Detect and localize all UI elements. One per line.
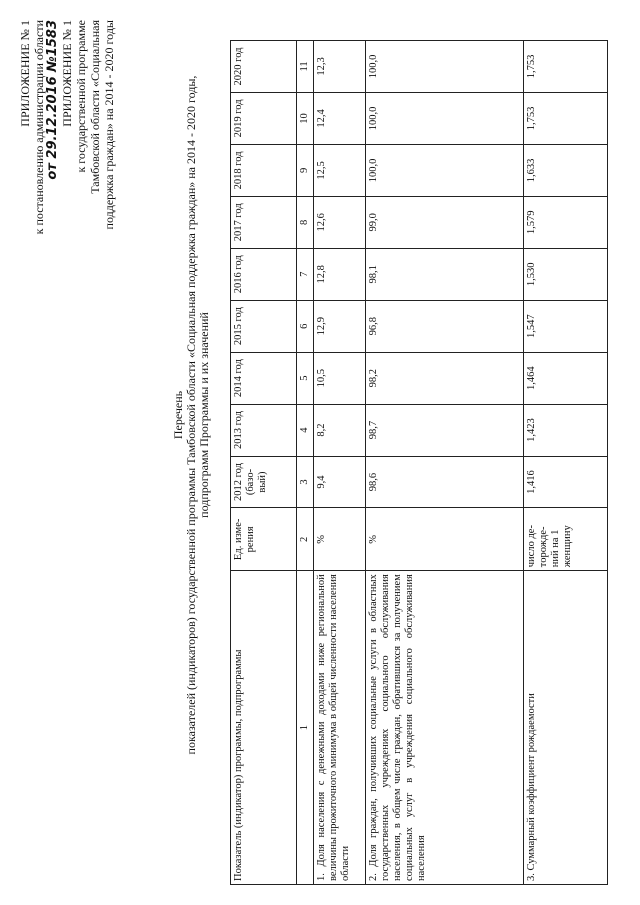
title-line-2: показателей (индикаторов) государственной программы Тамбовской области «Социальная поддержка граждан» на 2014 - 2020 годы,: [184, 75, 198, 755]
value-cell: 12,6: [314, 196, 366, 248]
table-row: [366, 41, 524, 885]
appendix-header: [18, 20, 116, 345]
unit-cell: %: [366, 508, 524, 571]
value-cell: 12,9: [314, 300, 366, 352]
value-cell: 96,8: [366, 300, 524, 352]
appendix-label: ПРИЛОЖЕНИЕ № 1: [18, 20, 32, 127]
value-cell: 1,416: [524, 456, 608, 508]
indicators-table: [230, 40, 608, 885]
unit-cell: число де-торожде-ний на 1 женщину: [524, 508, 608, 571]
header-cell: 2019 год: [231, 92, 297, 144]
value-cell: 1,579: [524, 196, 608, 248]
header-cell: Показатель (индикатор) программы, подпрограммы: [231, 571, 297, 885]
column-number: 8: [297, 196, 314, 248]
header-cell: 2020 год: [231, 41, 297, 93]
program-line-3: поддержка граждан» на 2014 - 2020 годы: [102, 20, 116, 230]
value-cell: 100,0: [366, 92, 524, 144]
column-number: 9: [297, 144, 314, 196]
appendix-label-2: ПРИЛОЖЕНИЕ № 1: [60, 20, 74, 127]
unit-cell: %: [314, 508, 366, 571]
value-cell: 98,1: [366, 248, 524, 300]
header-cell: 2015 год: [231, 300, 297, 352]
column-number: 2: [297, 508, 314, 571]
value-cell: 12,4: [314, 92, 366, 144]
table-row: [524, 41, 608, 885]
decree-date-handwritten: от 29.12.2016 №1583: [45, 20, 60, 180]
header-cell: 2017 год: [231, 196, 297, 248]
value-cell: 100,0: [366, 41, 524, 93]
indicator-name: 1. Доля населения с денежными доходами ниже региональной величины прожиточного минимума в общей численности населения области: [314, 571, 366, 885]
value-cell: 8,2: [314, 404, 366, 456]
header-cell: 2013 год: [231, 404, 297, 456]
column-number: 1: [297, 571, 314, 885]
value-cell: 12,5: [314, 144, 366, 196]
value-cell: 1,530: [524, 248, 608, 300]
header-cell: 2016 год: [231, 248, 297, 300]
value-cell: 10,5: [314, 352, 366, 404]
column-number: 3: [297, 456, 314, 508]
value-cell: 1,753: [524, 92, 608, 144]
header-cell: 2012 год (базо-вый): [231, 456, 297, 508]
indicator-name: 2. Доля граждан, получивших социальные услуги в областных государственных учреждениях социального обслуживания населения, в общем числе граждан, обратившихся за получением социальных услуг в учреждения социального обслуживания населения: [366, 571, 524, 885]
value-cell: 9,4: [314, 456, 366, 508]
header-row: [231, 41, 297, 885]
value-cell: 1,423: [524, 404, 608, 456]
decree-line: к постановлению администрации области: [32, 20, 46, 235]
table-row: [314, 41, 366, 885]
header-cell: 2018 год: [231, 144, 297, 196]
value-cell: 99,0: [366, 196, 524, 248]
column-number: 5: [297, 352, 314, 404]
column-number: 6: [297, 300, 314, 352]
value-cell: 98,2: [366, 352, 524, 404]
title-line-1: Перечень: [171, 390, 185, 440]
value-cell: 12,8: [314, 248, 366, 300]
value-cell: 98,7: [366, 404, 524, 456]
column-number: 10: [297, 92, 314, 144]
title-line-3: подпрограмм Программы и их значений: [197, 312, 211, 518]
header-cell: 2014 год: [231, 352, 297, 404]
program-line-1: к государственной программе: [74, 20, 88, 173]
value-cell: 12,3: [314, 41, 366, 93]
header-cell: Ед. изме-рения: [231, 508, 297, 571]
program-line-2: Тамбовской области «Социальная: [88, 20, 102, 194]
column-number: 11: [297, 41, 314, 93]
value-cell: 1,753: [524, 41, 608, 93]
indicator-name: 3. Суммарный коэффициент рождаемости: [524, 571, 608, 885]
value-cell: 1,464: [524, 352, 608, 404]
column-number: 7: [297, 248, 314, 300]
value-cell: 100,0: [366, 144, 524, 196]
column-number: 4: [297, 404, 314, 456]
value-cell: 1,547: [524, 300, 608, 352]
document-title: [171, 75, 211, 755]
value-cell: 98,6: [366, 456, 524, 508]
column-number-row: [297, 41, 314, 885]
value-cell: 1,633: [524, 144, 608, 196]
